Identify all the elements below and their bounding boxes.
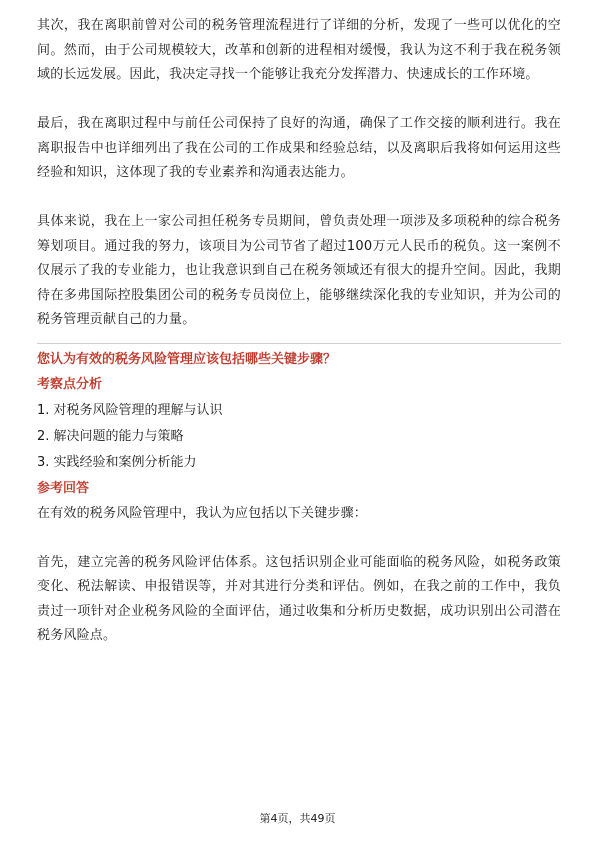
answer-intro: 在有效的税务风险管理中，我认为应包括以下关键步骤： [37, 505, 368, 521]
page-number: 第4页，共49页 [259, 812, 336, 825]
interview-question: 您认为有效的税务风险管理应该包括哪些关键步骤？ [37, 351, 337, 367]
analysis-heading: 考察点分析 [37, 376, 103, 392]
document-page [37, 14, 561, 649]
body-paragraph: 具体来说，我在上一家公司担任税务专员期间，曾负责处理一项涉及多项税种的综合税务筹划项目。通过我的努力，该项目为公司节省了超过100万元人民币的税负。这一案例不仅展示了我的专业能力，也让我意识到自己在税务领域还有很大的提升空间。因此，我期待在多弗国际控股集团公司的税务专员岗位上，能够继续深化我的专业知识，并为公司的税务管理贡献自己的力量。 [37, 214, 561, 327]
paragraph-gap [37, 88, 561, 113]
answer-paragraph: 首先，建立完善的税务风险评估体系。这包括识别企业可能面临的税务风险，如税务政策变化、税法解读、申报错误等，并对其进行分类和评估。例如，在我之前的工作中，我负责过一项针对企业税务风险的全面评估，通过收集和分析历史数据，成功识别出公司潜在税务风险点。 [37, 554, 561, 643]
body-paragraph: 最后，我在离职过程中与前任公司保持了良好的沟通，确保了工作交接的顺利进行。我在离职报告中也详细列出了我在公司的工作成果和经验总结，以及离职后我将如何运用这些经验和知识，这体现了我的专业素养和沟通表达能力。 [37, 116, 561, 180]
section-divider [37, 343, 561, 344]
paragraph-gap [37, 526, 561, 551]
list-item: 1. 对税务风险管理的理解与认识 [37, 402, 223, 418]
body-paragraph: 其次，我在离职前曾对公司的税务管理流程进行了详细的分析，发现了一些可以优化的空间。然而，由于公司规模较大，改革和创新的进程相对缓慢，我认为这不利于我在税务领域的长远发展。因此，我决定寻找一个能够让我充分发挥潜力、快速成长的工作环境。 [37, 18, 561, 82]
analysis-list [37, 398, 561, 476]
paragraph-gap [37, 186, 561, 211]
list-item: 3. 实践经验和案例分析能力 [37, 454, 197, 470]
list-item: 2. 解决问题的能力与策略 [37, 428, 184, 444]
answer-heading: 参考回答 [37, 480, 90, 496]
